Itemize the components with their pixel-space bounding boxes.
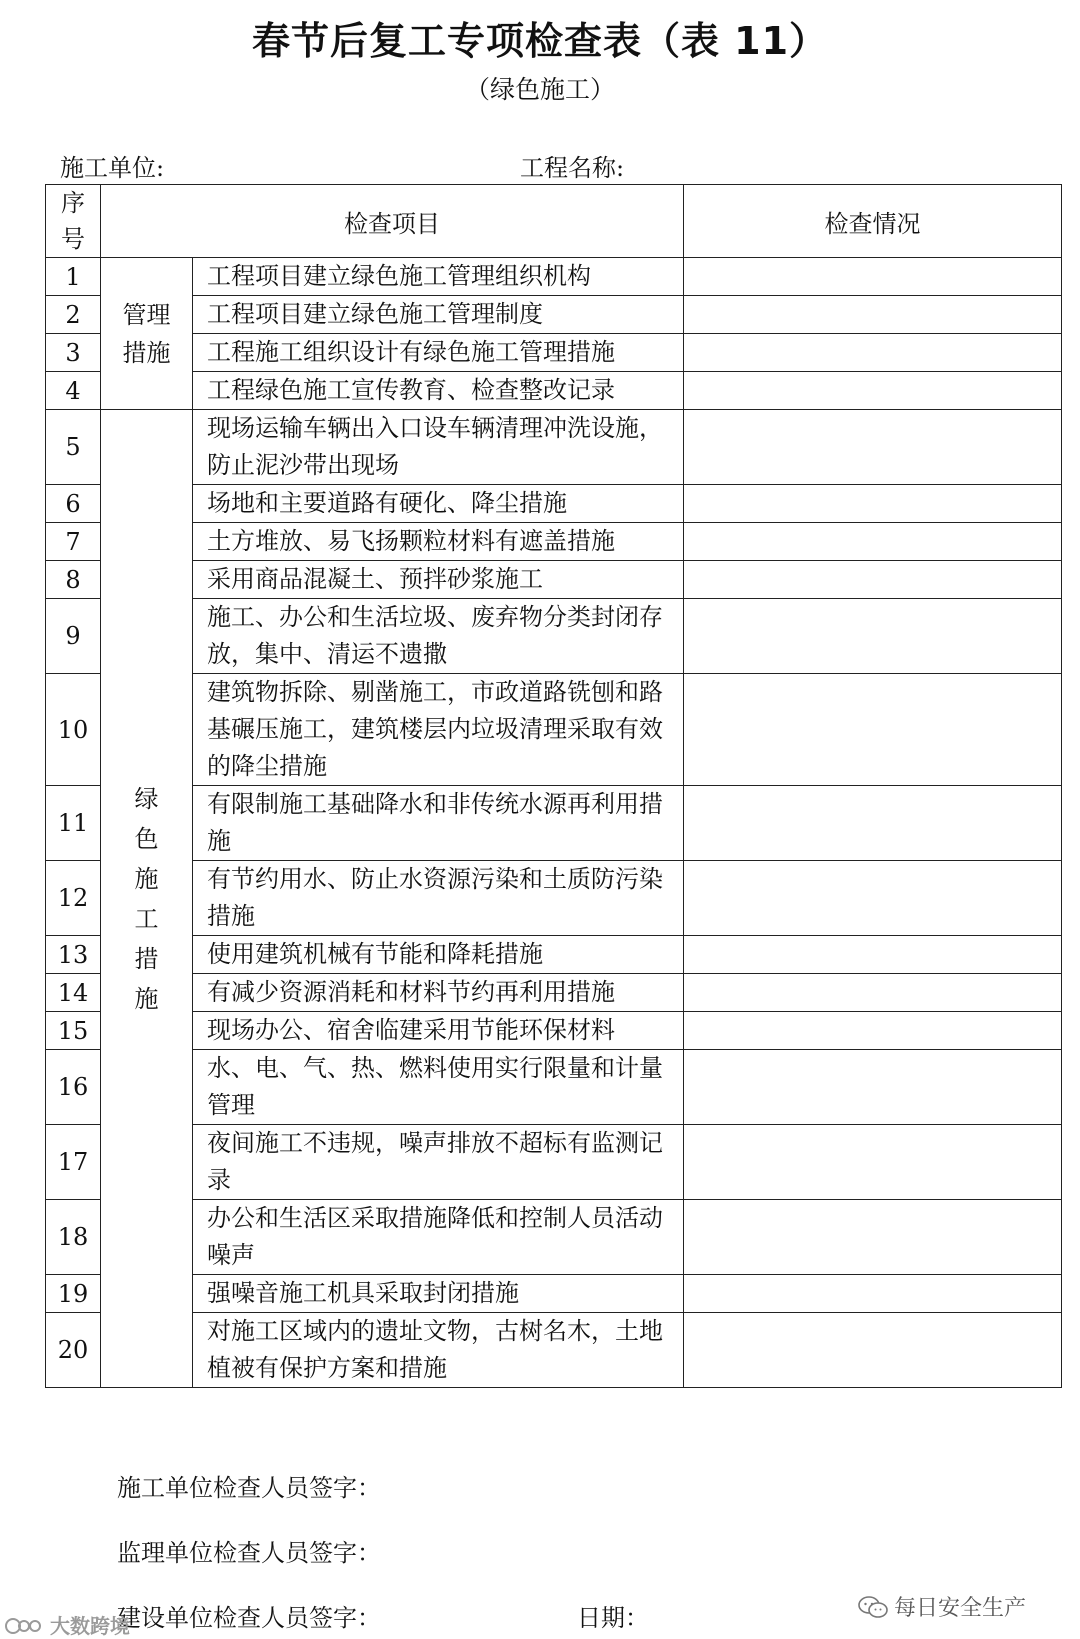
row-item: 现场办公、宿舍临建采用节能环保材料 xyxy=(193,1012,684,1050)
row-item: 对施工区域内的遗址文物，古树名木，土地植被有保护方案和措施 xyxy=(193,1313,684,1388)
watermark-left-text: 大数跨境 xyxy=(50,1614,130,1638)
status-cell[interactable] xyxy=(684,258,1062,296)
row-item: 水、电、气、热、燃料使用实行限量和计量管理 xyxy=(193,1050,684,1125)
watermark-right xyxy=(858,1591,1026,1622)
row-item: 工程项目建立绿色施工管理制度 xyxy=(193,296,684,334)
project-name-label: 工程名称: xyxy=(520,154,625,182)
status-cell[interactable] xyxy=(684,334,1062,372)
status-cell[interactable] xyxy=(684,561,1062,599)
wechat-icon xyxy=(858,1596,888,1618)
page-subtitle: （绿色施工） xyxy=(464,75,615,104)
table-row xyxy=(46,410,1062,485)
row-number: 1 xyxy=(46,258,101,296)
inspection-table xyxy=(45,184,1062,1388)
construction-unit-label: 施工单位: xyxy=(60,154,165,182)
row-number: 18 xyxy=(46,1200,101,1275)
status-cell[interactable] xyxy=(684,1125,1062,1200)
row-item: 现场运输车辆出入口设车辆清理冲洗设施，防止泥沙带出现场 xyxy=(193,410,684,485)
date-label: 日期： xyxy=(577,1604,649,1632)
table-row xyxy=(46,334,1062,372)
table-row xyxy=(46,561,1062,599)
status-cell[interactable] xyxy=(684,599,1062,674)
logo-icon xyxy=(4,1615,46,1637)
row-number: 5 xyxy=(46,410,101,485)
row-item: 强噪音施工机具采取封闭措施 xyxy=(193,1275,684,1313)
row-item: 使用建筑机械有节能和降耗措施 xyxy=(193,936,684,974)
status-cell[interactable] xyxy=(684,372,1062,410)
header-status: 检查情况 xyxy=(684,185,1062,258)
status-cell[interactable] xyxy=(684,410,1062,485)
table-row xyxy=(46,674,1062,786)
table-row xyxy=(46,258,1062,296)
status-cell[interactable] xyxy=(684,674,1062,786)
row-number: 15 xyxy=(46,1012,101,1050)
table-row xyxy=(46,786,1062,861)
row-number: 13 xyxy=(46,936,101,974)
row-item: 有限制施工基础降水和非传统水源再利用措施 xyxy=(193,786,684,861)
row-item: 有减少资源消耗和材料节约再利用措施 xyxy=(193,974,684,1012)
page-title: 春节后复工专项检查表（表 11） xyxy=(251,19,829,63)
table-row xyxy=(46,1313,1062,1388)
status-cell[interactable] xyxy=(684,1200,1062,1275)
status-cell[interactable] xyxy=(684,485,1062,523)
status-cell[interactable] xyxy=(684,1012,1062,1050)
table-row xyxy=(46,1012,1062,1050)
row-item: 施工、办公和生活垃圾、废弃物分类封闭存放，集中、清运不遗撒 xyxy=(193,599,684,674)
row-number: 2 xyxy=(46,296,101,334)
row-item: 夜间施工不违规，噪声排放不超标有监测记录 xyxy=(193,1125,684,1200)
status-cell[interactable] xyxy=(684,936,1062,974)
row-number: 20 xyxy=(46,1313,101,1388)
row-item: 工程项目建立绿色施工管理组织机构 xyxy=(193,258,684,296)
header-item: 检查项目 xyxy=(101,185,684,258)
row-number: 14 xyxy=(46,974,101,1012)
row-number: 4 xyxy=(46,372,101,410)
status-cell[interactable] xyxy=(684,974,1062,1012)
row-number: 19 xyxy=(46,1275,101,1313)
row-number: 7 xyxy=(46,523,101,561)
table-row xyxy=(46,523,1062,561)
table-row xyxy=(46,1125,1062,1200)
table-row xyxy=(46,974,1062,1012)
category-green: 绿 色 施 工 措 施 xyxy=(101,410,193,1388)
table-row xyxy=(46,1275,1062,1313)
row-number: 9 xyxy=(46,599,101,674)
row-item: 工程绿色施工宣传教育、检查整改记录 xyxy=(193,372,684,410)
category-management: 管理 措施 xyxy=(101,258,193,410)
row-number: 10 xyxy=(46,674,101,786)
table-row xyxy=(46,936,1062,974)
table-row xyxy=(46,485,1062,523)
table-row xyxy=(46,861,1062,936)
table-header-row xyxy=(46,185,1062,258)
row-item: 土方堆放、易飞扬颗粒材料有遮盖措施 xyxy=(193,523,684,561)
owner-signature-label: 建设单位检查人员签字： xyxy=(117,1604,381,1632)
row-number: 6 xyxy=(46,485,101,523)
table-row xyxy=(46,296,1062,334)
row-number: 3 xyxy=(46,334,101,372)
table-row xyxy=(46,1050,1062,1125)
row-item: 办公和生活区采取措施降低和控制人员活动噪声 xyxy=(193,1200,684,1275)
construction-signature-label: 施工单位检查人员签字： xyxy=(117,1474,381,1502)
row-number: 8 xyxy=(46,561,101,599)
watermark-right-text: 每日安全生产 xyxy=(894,1596,1027,1621)
status-cell[interactable] xyxy=(684,786,1062,861)
table-row xyxy=(46,372,1062,410)
row-item: 采用商品混凝土、预拌砂浆施工 xyxy=(193,561,684,599)
row-item: 建筑物拆除、剔凿施工，市政道路铣刨和路基碾压施工，建筑楼层内垃圾清理采取有效的降尘措施 xyxy=(193,674,684,786)
watermark-left xyxy=(4,1610,130,1639)
status-cell[interactable] xyxy=(684,523,1062,561)
row-item: 场地和主要道路有硬化、降尘措施 xyxy=(193,485,684,523)
row-item: 工程施工组织设计有绿色施工管理措施 xyxy=(193,334,684,372)
row-number: 16 xyxy=(46,1050,101,1125)
row-number: 11 xyxy=(46,786,101,861)
table-row xyxy=(46,1200,1062,1275)
supervision-signature-label: 监理单位检查人员签字： xyxy=(117,1539,381,1567)
row-number: 17 xyxy=(46,1125,101,1200)
row-number: 12 xyxy=(46,861,101,936)
table-row xyxy=(46,599,1062,674)
header-no: 序 号 xyxy=(46,185,101,258)
row-item: 有节约用水、防止水资源污染和土质防污染措施 xyxy=(193,861,684,936)
status-cell[interactable] xyxy=(684,1313,1062,1388)
status-cell[interactable] xyxy=(684,1275,1062,1313)
status-cell[interactable] xyxy=(684,296,1062,334)
status-cell[interactable] xyxy=(684,861,1062,936)
status-cell[interactable] xyxy=(684,1050,1062,1125)
